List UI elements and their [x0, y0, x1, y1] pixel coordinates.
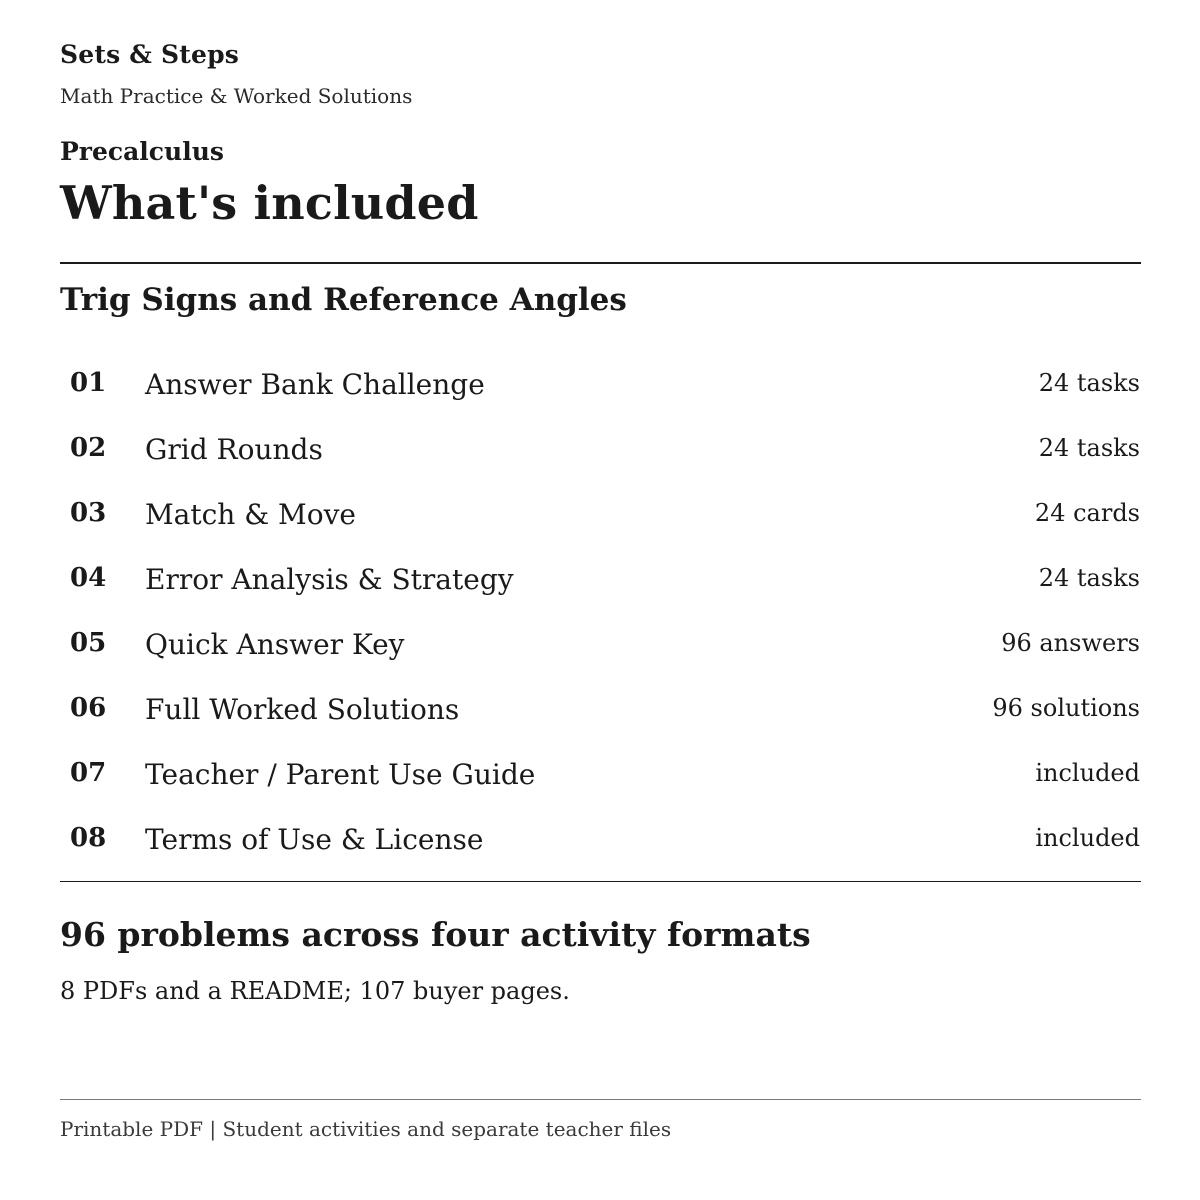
item-count: 96 answers — [1001, 629, 1140, 657]
item-number: 05 — [70, 628, 107, 658]
item-count: included — [1035, 824, 1140, 852]
item-count: 24 tasks — [1038, 369, 1140, 397]
subject-label: Precalculus — [60, 137, 224, 166]
section-title: Trig Signs and Reference Angles — [60, 282, 627, 318]
item-count: included — [1035, 759, 1140, 787]
item-name: Terms of Use & License — [145, 823, 484, 856]
item-name: Teacher / Parent Use Guide — [145, 758, 536, 791]
item-count: 24 tasks — [1038, 434, 1140, 462]
list-item — [60, 352, 1141, 417]
item-count: 24 tasks — [1038, 564, 1140, 592]
summary-detail: 8 PDFs and a README; 107 buyer pages. — [60, 977, 570, 1005]
list-item — [60, 807, 1141, 872]
item-number: 07 — [70, 758, 107, 788]
list-item — [60, 742, 1141, 807]
item-name: Full Worked Solutions — [145, 693, 460, 726]
item-number: 04 — [70, 563, 107, 593]
contents-divider — [60, 881, 1141, 882]
list-item — [60, 612, 1141, 677]
item-name: Match & Move — [145, 498, 356, 531]
list-item — [60, 417, 1141, 482]
item-name: Error Analysis & Strategy — [145, 563, 514, 596]
item-number: 02 — [70, 433, 107, 463]
contents-list — [60, 352, 1141, 872]
list-item — [60, 677, 1141, 742]
item-name: Answer Bank Challenge — [145, 368, 485, 401]
brand-name: Sets & Steps — [60, 40, 240, 69]
item-number: 06 — [70, 693, 107, 723]
header-divider — [60, 262, 1141, 264]
item-name: Quick Answer Key — [145, 628, 405, 661]
summary-headline: 96 problems across four activity formats — [60, 915, 811, 954]
item-name: Grid Rounds — [145, 433, 323, 466]
item-count: 96 solutions — [992, 694, 1140, 722]
item-number: 01 — [70, 368, 107, 398]
product-page — [60, 0, 1141, 1200]
list-item — [60, 482, 1141, 547]
footer-text: Printable PDF | Student activities and separate teacher files — [60, 1117, 672, 1141]
list-item — [60, 547, 1141, 612]
page-title: What's included — [60, 176, 479, 230]
footer-divider — [60, 1099, 1141, 1100]
brand-tagline: Math Practice & Worked Solutions — [60, 84, 413, 108]
item-number: 03 — [70, 498, 107, 528]
item-count: 24 cards — [1034, 499, 1140, 527]
item-number: 08 — [70, 823, 107, 853]
